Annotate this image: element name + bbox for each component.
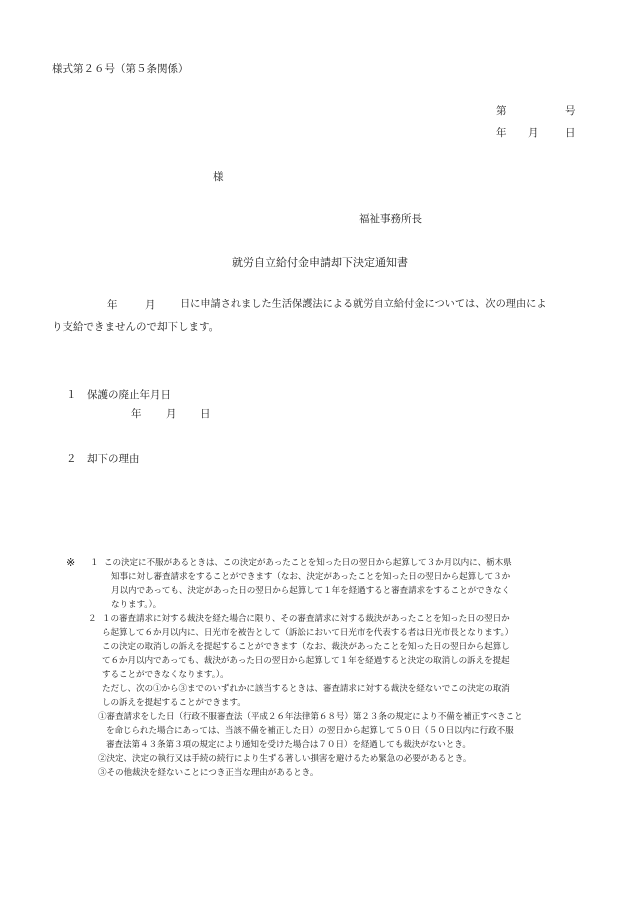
item-1-label: １ 保護の廃止年月日 [66,389,171,401]
doc-number-suffix: 号 [565,105,576,117]
form-number: 様式第２６号（第５条関係） [52,63,189,75]
note-2-sub-line: ③その他裁決を経ないことにつき正当な理由があるとき。 [98,768,319,778]
note-2-line: て６か月以内であっても、裁決があった日の翌日から起算して１年を経過すると決定の取消しの訴えを提起 [102,656,510,666]
item-1-year: 年 [131,408,142,420]
note-2-line: １の審査請求に対する裁決を経た場合に限り、その審査請求に対する裁決があったことを知った日の翌日か [102,614,510,624]
note-1-number: １ [90,558,99,568]
note-2-line: することができなくなります。）。 [102,670,229,680]
item-1-month: 月 [166,408,177,420]
item-2-label: ２ 却下の理由 [66,453,140,465]
body-date-year: 年 [107,299,118,311]
note-2-sub-line: 審査法第４３条第３項の規定により通知を受けた場合は７０日）を経過しても裁決がないとき。 [106,740,471,750]
note-2-sub-line: ①審査請求をした日（行政不服審査法（平成２６年法律第６８号）第２３条の規定により不備を補正すべきこと [98,712,523,722]
note-1-line: 月以内であっても、決定があった日の翌日から起算して１年を経過すると審査請求をすることができなく [111,586,511,596]
document-title: 就労自立給付金申請却下決定通知書 [232,256,408,269]
body-text-line-1: 日に申請されました生活保護法による就労自立給付金については、次の理由によ [180,299,547,310]
item-1-day: 日 [200,408,211,420]
note-1-line: この決定に不服があるときは、この決定があったことを知った日の翌日から起算して３か月以内に、栃木県 [104,558,512,568]
header-date-month: 月 [528,127,539,139]
note-2-line: この決定の取消しの訴えを提起することができます（なお、裁決があったことを知った日の翌日から起算し [102,642,510,652]
notes-mark: ※ [66,556,76,569]
body-date-month: 月 [145,299,156,311]
header-date-day: 日 [565,127,576,139]
sender-title: 福祉事務所長 [359,213,422,225]
note-2-line: しの訴えを提起することができます。 [102,698,246,708]
note-2-sub-line: ②決定、決定の執行又は手続の続行により生ずる著しい損害を避けるため緊急の必要があるとき。 [98,754,472,764]
note-2-number: ２ [88,614,97,624]
addressee-suffix: 様 [213,171,224,183]
header-date-year: 年 [496,127,507,139]
note-2-line: ら起算して６か月以内に、日光市を被告として（訴訟において日光市を代表する者は日光市長となります。） [102,628,514,638]
note-1-line: なります。）。 [111,600,162,610]
note-2-line: ただし、次の①から③までのいずれかに該当するときは、審査請求に対する裁決を経ないでこの決定の取消 [102,684,510,694]
note-1-line: 知事に対し審査請求をすることができます（なお、決定があったことを知った日の翌日から起算して３か [111,572,511,582]
doc-number-prefix: 第 [496,105,507,117]
note-2-sub-line: を命じられた場合にあっては、当該不備を補正した日）の翌日から起算して５０日（５０日以内に行政不服 [106,726,514,736]
body-text-line-2: り支給できませんので却下します。 [52,321,220,333]
